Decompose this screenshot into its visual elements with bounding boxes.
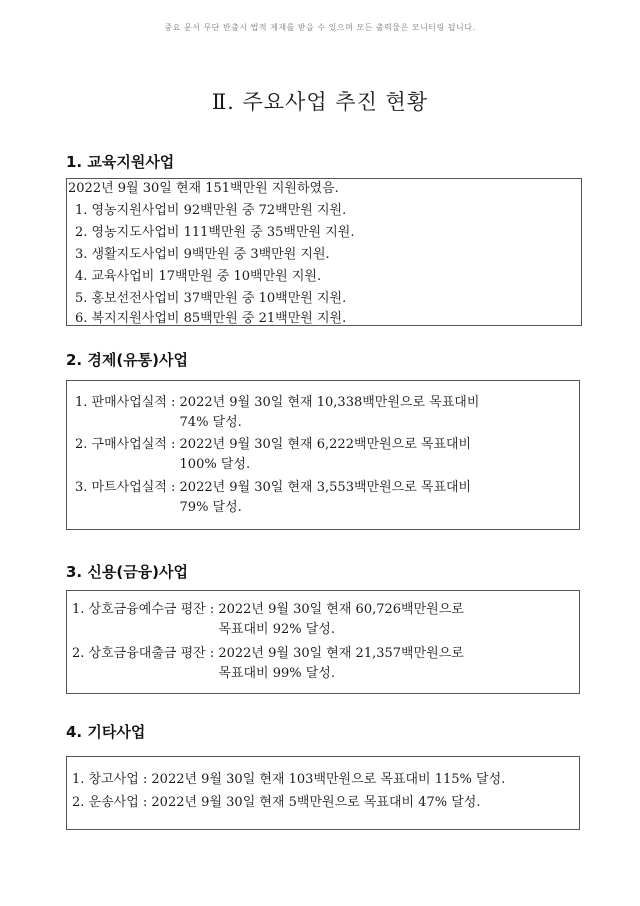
list-item: 2. 영농지도사업비 111백만원 중 35백만원 지원. bbox=[75, 225, 355, 240]
credit-business-box bbox=[66, 590, 580, 694]
other-business-box bbox=[66, 756, 580, 830]
list-item: 1. 창고사업 : 2022년 9월 30일 현재 103백만원으로 목표대비 115% 달성. bbox=[72, 772, 506, 787]
item-text: 2022년 9월 30일 현재 10,338백만원으로 목표대비 74% 달성. bbox=[179, 395, 480, 430]
list-item bbox=[72, 647, 464, 680]
item-label: 2. 상호금융대출금 평잔 : bbox=[72, 646, 219, 661]
list-item: 6. 복지지원사업비 85백만원 중 21백만원 지원. bbox=[75, 311, 347, 326]
list-item: 3. 생활지도사업비 9백만원 중 3백만원 지원. bbox=[75, 247, 330, 262]
list-item: 2. 운송사업 : 2022년 9월 30일 현재 5백만원으로 목표대비 47% 달성. bbox=[72, 795, 481, 810]
list-item bbox=[75, 396, 479, 429]
list-item: 1. 영농지원사업비 92백만원 중 72백만원 지원. bbox=[75, 203, 347, 218]
list-item bbox=[72, 603, 464, 636]
section-heading-credit: 3. 신용(금융)사업 bbox=[66, 563, 189, 581]
item-text: 2022년 9월 30일 현재 60,726백만원으로 목표대비 92% 달성. bbox=[218, 602, 464, 637]
page-title: Ⅱ. 주요사업 추진 현황 bbox=[211, 90, 429, 114]
economic-business-box bbox=[66, 380, 580, 530]
section-heading-economic: 2. 경제(유통)사업 bbox=[66, 351, 189, 369]
item-label: 1. 판매사업실적 : bbox=[75, 395, 180, 410]
header-notice: 중요 문서 무단 반출시 법적 제재를 받을 수 있으며 모든 출력물은 모니터링 됩니다. bbox=[164, 23, 476, 32]
item-label: 3. 마트사업실적 : bbox=[75, 480, 180, 495]
education-support-box bbox=[66, 178, 582, 326]
education-intro: 2022년 9월 30일 현재 151백만원 지원하였음. bbox=[68, 181, 339, 196]
list-item: 5. 홍보선전사업비 37백만원 중 10백만원 지원. bbox=[75, 291, 347, 306]
item-label: 2. 구매사업실적 : bbox=[75, 437, 180, 452]
section-heading-other: 4. 기타사업 bbox=[66, 723, 146, 741]
section-heading-education: 1. 교육지원사업 bbox=[66, 153, 175, 171]
item-text: 2022년 9월 30일 현재 3,553백만원으로 목표대비 79% 달성. bbox=[179, 480, 472, 515]
item-text: 2022년 9월 30일 현재 21,357백만원으로 목표대비 99% 달성. bbox=[218, 646, 464, 681]
list-item bbox=[75, 438, 471, 471]
list-item: 4. 교육사업비 17백만원 중 10백만원 지원. bbox=[75, 269, 322, 284]
list-item bbox=[75, 481, 471, 514]
item-text: 2022년 9월 30일 현재 6,222백만원으로 목표대비 100% 달성. bbox=[179, 437, 472, 472]
item-label: 1. 상호금융예수금 평잔 : bbox=[72, 602, 219, 617]
